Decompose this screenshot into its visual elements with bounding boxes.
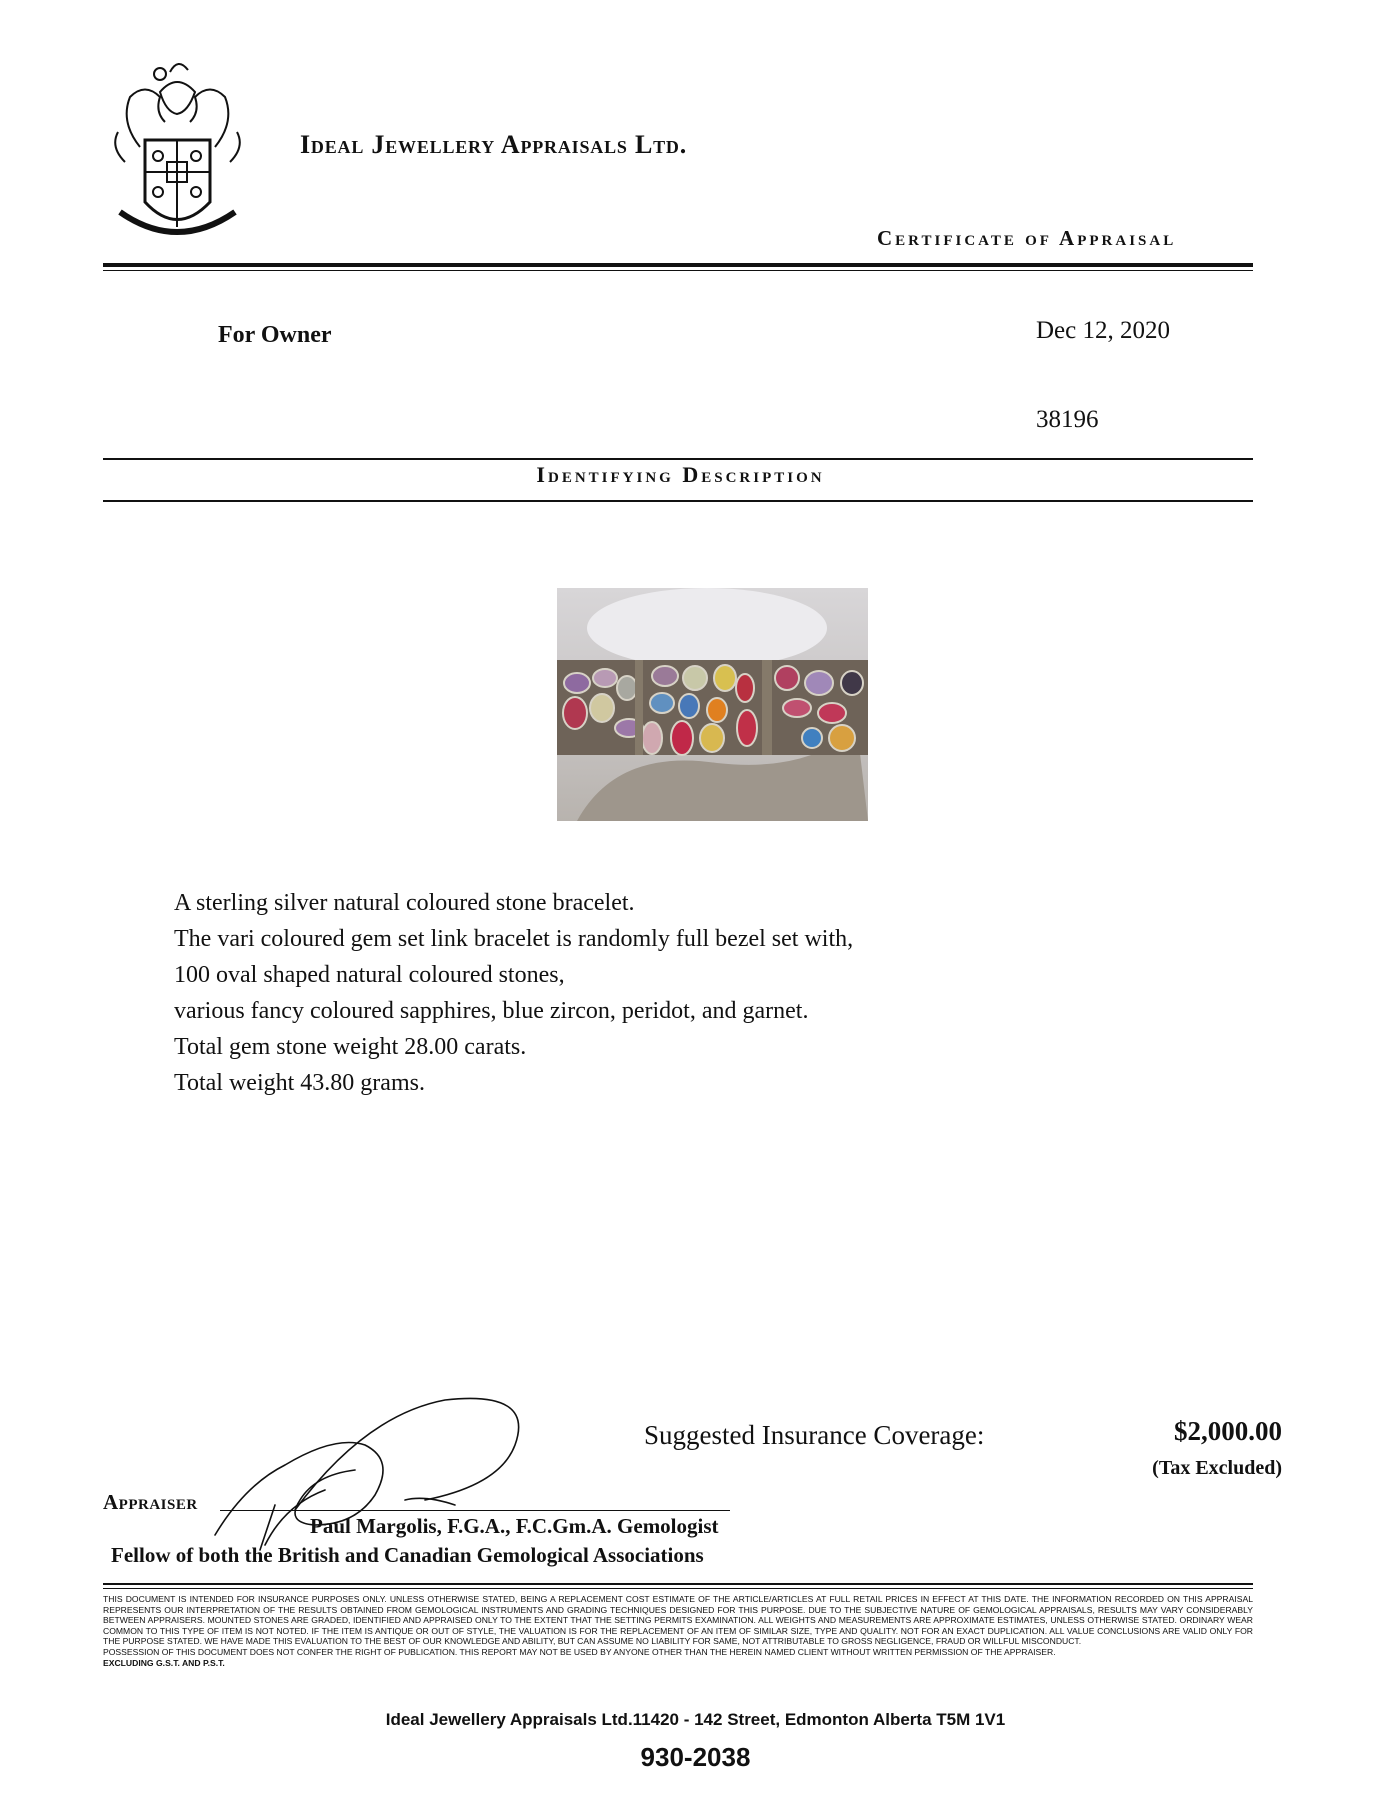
appraisal-date: Dec 12, 2020 [1036,317,1170,344]
footer-address: Ideal Jewellery Appraisals Ltd.11420 - 142 Street, Edmonton Alberta T5M 1V1 [385,1710,1006,1729]
bracelet-photo [557,588,868,821]
insurance-label: Suggested Insurance Coverage: [644,1420,985,1450]
disclaimer [103,1594,1253,1668]
document-type: Certificate of Appraisal [877,226,1177,250]
appraiser-name: Paul Margolis, F.G.A., F.C.Gm.A. Gemologist [310,1514,719,1538]
item-description [174,885,853,1101]
section-title: Identifying Description [536,462,825,487]
company-name: Ideal Jewellery Appraisals Ltd. [300,130,688,159]
appraiser-label: Appraiser [103,1490,198,1514]
description-line: The vari coloured gem set link bracelet is randomly full bezel set with, [174,926,854,952]
disclaimer-text: THIS DOCUMENT IS INTENDED FOR INSURANCE PURPOSES ONLY. UNLESS OTHERWISE STATED, BEING A REPLACEMENT COST ESTIMATE OF THE ARTICLE/ARTICLES AT FULL RETAIL PRICES IN EFFECT AT THIS DATE. THE INFORMATION RECORDED ON THIS APPRAISAL REPRESENTS OUR INTERPRETATION OF THE RESULTS OBTAINED FROM GEMOLOGICAL INSTRUMENTS AND GRADING TECHNIQUES DESIGNED FOR THIS PURPOSE. DUE TO THE SUBJECTIVE NATURE OF GEMOLOGICAL APPRAISALS, RESULTS MAY VARY CONSIDERABLY BETWEEN APPRAISERS. MOUNTED STONES ARE GRADED, IDENTIFIED AND APPRAISED ONLY TO THE EXTENT THAT THE SETTING PERMITS EXAMINATION. ALL WEIGHTS AND MEASUREMENTS ARE APPROXIMATE ESTIMATES, UNLESS OTHERWISE STATED. ORDINARY WEAR COMMON TO THIS TYPE OF ITEM IS NOT NOTED. IF THE ITEM IS ANTIQUE OR OUT OF STYLE, THE VALUATION IS FOR THE REPLACEMENT OF AN ITEM OF SIMILAR SIZE, TYPE AND QUALITY. NOT FOR AN EXACT DUPLICATION. ALL VALUE CONCLUSIONS ARE VALID ONLY FOR THE PURPOSE STATED. WE HAVE MADE THIS EVALUATION TO THE BEST OF OUR KNOWLEDGE AND ABILITY, BUT CAN ASSUME NO LIABILITY FOR SAME, NOT ATTRIBUTABLE TO GROSS NEGLIGENCE, FRAUD OR WILLFUL MISCONDUCT. [103,1594,1253,1647]
description-line: various fancy coloured sapphires, blue zircon, peridot, and garnet. [174,998,809,1024]
header-divider-thin [103,270,1253,271]
description-line: 100 oval shaped natural coloured stones, [174,962,565,988]
footer-phone: 930-2038 [640,1742,751,1772]
owner-label: For Owner [218,322,332,348]
appraiser-fellowship: Fellow of both the British and Canadian Gemological Associations [111,1543,704,1567]
disclaimer-divider [103,1583,1253,1585]
publication-notice: POSSESSION OF THIS DOCUMENT DOES NOT CONFER THE RIGHT OF PUBLICATION. THIS REPORT MAY NOT BE USED BY ANYONE OTHER THAN THE HEREIN NAMED CLIENT WITHOUT WRITTEN PERMISSION OF THE APPRAISER. [103,1646,1056,1657]
tax-note: (Tax Excluded) [1152,1457,1282,1479]
header-divider [103,263,1253,267]
disclaimer-divider-thin [103,1588,1253,1589]
description-line: Total weight 43.80 grams. [174,1070,425,1096]
description-line: Total gem stone weight 28.00 carats. [174,1034,527,1060]
crest-logo [100,52,255,242]
insurance-value: $2,000.00 [1174,1416,1282,1446]
tax-exclusion: EXCLUDING G.S.T. AND P.S.T. [103,1657,225,1668]
reference-number: 38196 [1036,406,1099,433]
appraiser-signature [205,1385,545,1555]
section-divider-bottom [103,500,1253,502]
section-divider-top [103,458,1253,460]
description-line: A sterling silver natural coloured stone bracelet. [174,890,635,916]
